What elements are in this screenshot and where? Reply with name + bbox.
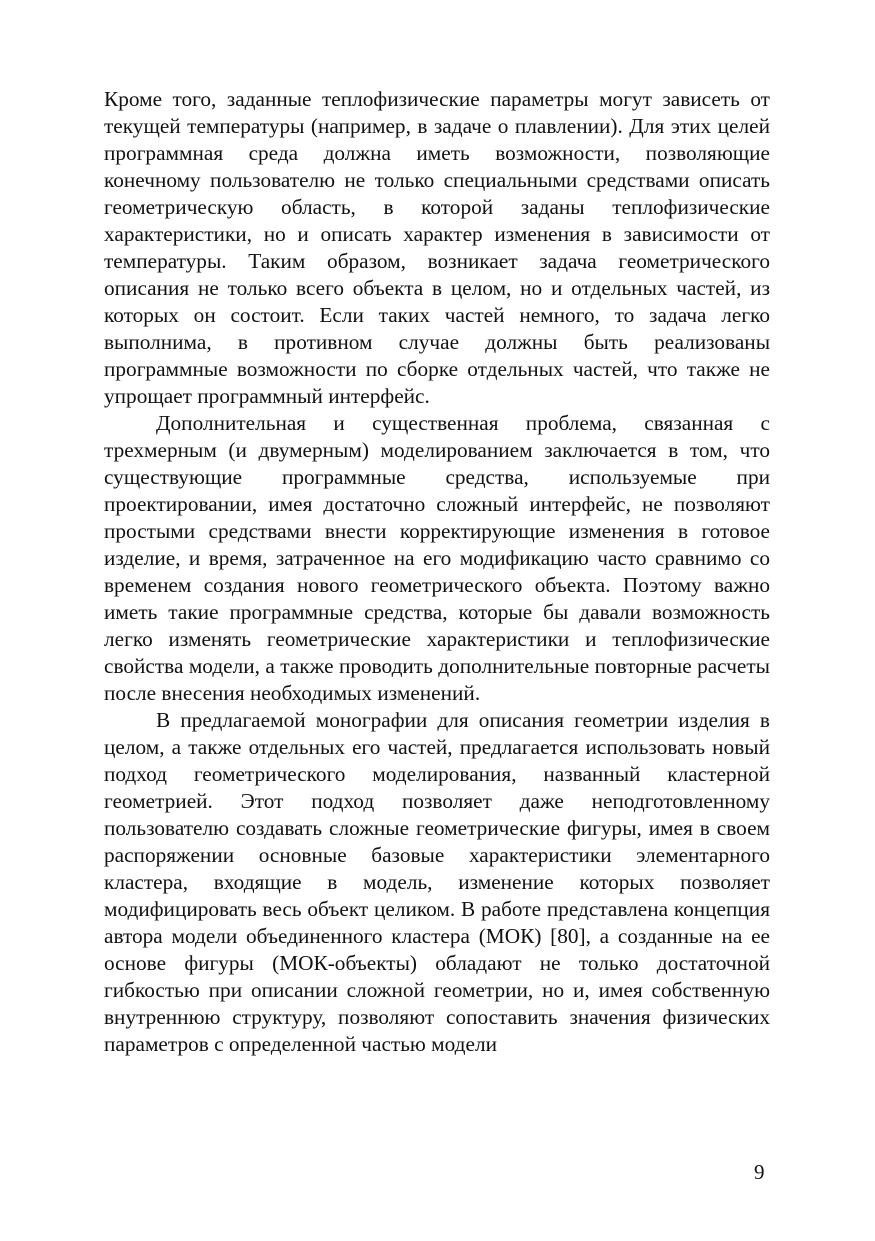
page-number: 9 [754,1160,765,1184]
paragraph-1: Кроме того, заданные теплофизические параметры могут зависеть от текущей температуры (например, в задаче о плавлении). Для этих целей программная среда должна иметь возможности, позволяющие конечному пользователю не только специальными средствами описать геометрическую область, в которой заданы теплофизические характеристики, но и описать характер изменения в зависимости от температуры. Таким образом, возникает задача геометрического описания не только всего объекта в целом, но и отдельных частей, из которых он состоит. Если таких частей немного, то задача легко выполнима, в противном случае должны быть реализованы программные возможности по сборке отдельных частей, что также не упрощает программный интерфейс. [104,87,770,408]
text-body [104,86,770,1058]
paragraph-3: В предлагаемой монографии для описания геометрии изделия в целом, а также отдельных его частей, предлагается использовать новый подход геометрического моделирования, названный кластерной геометрией. Этот подход позволяет даже неподготовленному пользователю создавать сложные геометрические фигуры, имея в своем распоряжении основные базовые характеристики элементарного кластера, входящие в модель, изменение которых позволяет модифицировать весь объект целиком. В работе представлена концепция автора модели объединенного кластера (МОК) [80], а созданные на ее основе фигуры (МОК-объекты) обладают не только достаточной гибкостью при описании сложной геометрии, но и, имея собственную внутреннюю структуру, позволяют сопоставить значения физических параметров с определенной частью модели [104,708,770,1056]
paragraph-2: Дополнительная и существенная проблема, связанная с трехмерным (и двумерным) моделированием заключается в том, что существующие программные средства, используемые при проектировании, имея достаточно сложный интерфейс, не позволяют простыми средствами внести корректирующие изменения в готовое изделие, и время, затраченное на его модификацию часто сравнимо со временем создания нового геометрического объекта. Поэтому важно иметь такие программные средства, которые бы давали возможность легко изменять геометрические характеристики и теплофизические свойства модели, а также проводить дополнительные повторные расчеты после внесения необходимых изменений. [104,411,770,705]
